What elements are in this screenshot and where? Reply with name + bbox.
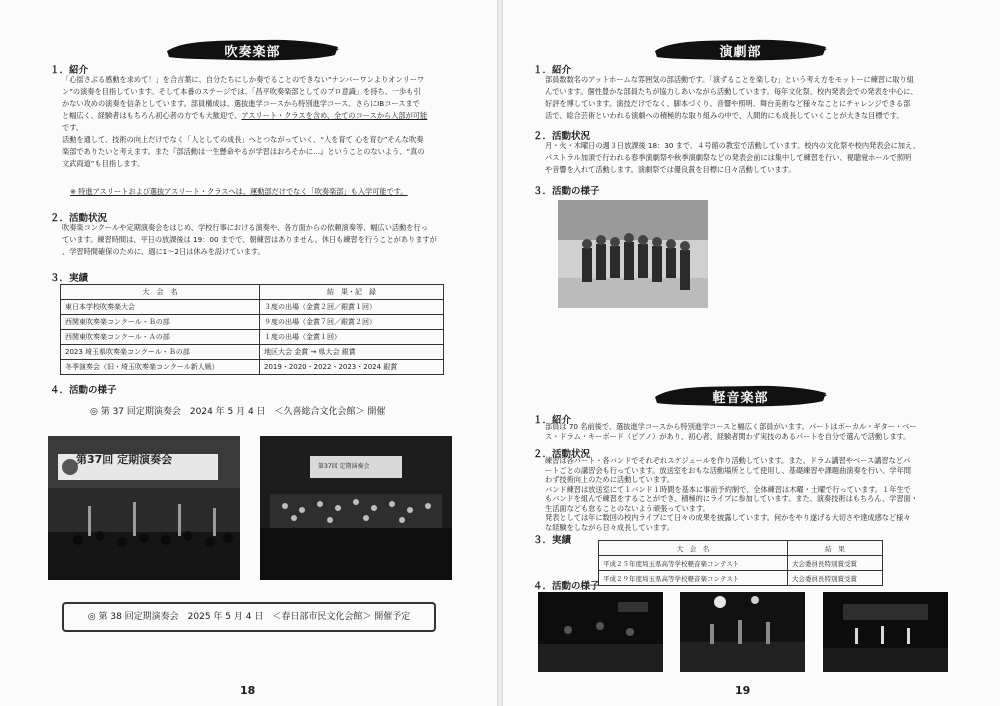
text-line: 発表としては年に数回の校内ライブにて日々の成果を披露しています。何かをやり遂げる大切さや達成感など様々 [545,513,911,522]
column-header: 結 果・記 録 [260,285,444,300]
results-table [60,284,444,375]
group-photo-graphic [558,200,708,308]
table-cell: 地区大会 金賞 → 県大会 銀賞 [260,345,444,360]
text-line: 活で、総合芸術といわれる演劇への積極的な取り組みの中で、人間的にも成長していくことが大きな目標です。 [545,111,904,120]
heading-photos: ４．活動の様子 [50,385,117,396]
photo-sign-text: 第37回 定期演奏会 [318,463,370,470]
table-cell: 大会委員長特別賞受賞 [788,556,883,571]
live-photo-graphic [680,592,805,672]
light-music-results-table [598,540,883,586]
table-row [599,556,883,571]
table-cell: 大会委員長特別賞受賞 [788,571,883,586]
column-header: 結 果 [788,541,883,556]
text-line: 「心揺さぶる感動を求めて！」を合言葉に、自分たちにしか奏でることのできない“ナンバーワンよりオンリーワ [62,75,425,84]
live-photo-graphic [538,592,663,672]
text-line: んでいます。個性豊かな部員たちが協力しあいながら活動しています。毎年文化祭、校内発表会での発表を中心に、 [545,87,918,96]
table-cell: 2019・2020・2022・2023・2024 銀賞 [260,360,444,375]
text-line: な経験をしながら日々成長しています。 [545,522,674,532]
text-line: わず技術向上のために活動しています。 [545,475,674,484]
column-header: 大 会 名 [599,541,788,556]
table-cell: 西関東吹奏楽コンクール・Ａの部 [61,330,260,345]
table-cell: 東日本学校吹奏楽大会 [61,300,260,315]
table-row [61,300,444,315]
text-line: 部員は 70 名前後で、選抜進学コースから特別進学コースと幅広く部員がいます。パートはボーカル・ギター・ベー [545,422,917,431]
section-banner-drama [653,35,828,65]
table-row [599,571,883,586]
heading-intro: １．紹介 [50,65,89,76]
banner-title: 軽音楽部 [712,391,769,406]
section-banner-light-music [653,381,828,411]
light-music-activity-text [545,456,955,532]
table-cell: 平成２５年度埼玉県高等学校軽音楽コンテスト [599,556,788,571]
stage-photo-graphic [260,436,452,580]
page-18 [0,0,497,706]
text-line: ています。練習時間は、平日の放課後は 19：00 までで、朝練習はありません。休日も練習を行うことがありますが [62,235,437,244]
intro-text [62,74,462,170]
drama-intro-text [545,74,955,122]
table-row [61,315,444,330]
heading-intro: １．紹介 [533,415,572,426]
banner-title: 演劇部 [719,45,762,60]
concert-photo-1 [48,436,240,580]
text-line: ス・ドラム・キーボード（ピアノ）があり、初心者、経験者関わず実技のあるパートを自分で選んで活動します。 [545,432,911,441]
section-banner-brass [165,35,340,65]
text-line: 練習は各パート・各バンドでそれぞれスケジュールを作り活動しています。また、ドラム講習やベース講習などパ [545,456,911,465]
table-cell: 西関東吹奏楽コンクール・Ｂの部 [61,315,260,330]
text-line: 、学習時間確保のために、週に1〜2日は休みを設けています。 [62,247,265,256]
text-line: かない攻めの演奏を信条としています。部員構成は、選抜進学コースから特別進学コース、さらにIBコースまで [62,99,420,108]
table-header-row [61,285,444,300]
light-music-intro-text [545,422,955,442]
heading-results: ３．実績 [50,273,89,284]
text-line: です。 [62,123,83,132]
heading-results: ３．実績 [533,535,572,546]
drama-activity-text [545,140,955,176]
underlined-text: アスリート・クラスを含め、全てのコースから入部が可能 [241,111,428,120]
table-cell: １度の出場（金賞１回） [260,330,444,345]
heading-activity: ２．活動状況 [533,131,591,142]
page-number: 18 [240,684,256,697]
table-header-row [599,541,883,556]
note-text: ※ 特進アスリートおよび選抜アスリート・クラスへは、運動部だけでなく「吹奏楽部」も入学可能です。 [70,187,408,196]
photo-sign-text: 第37回 定期演奏会 [76,453,173,466]
text-line: 活動を通して、技術の向上だけでなく「人としての成長」へとつながっていく、“人を育て 心を育む”そんな吹奏 [62,135,424,144]
banner-title: 吹奏楽部 [224,45,281,60]
concert-photo-2 [260,436,452,580]
heading-activity: ２．活動状況 [50,213,108,224]
activity-text [62,222,462,258]
next-concert-box: ◎ 第 38 回定期演奏会 2025 年 5 月 4 日 ＜春日部市民文化会館＞ 開催予定 [62,602,436,632]
table-cell: ３度の出場（金賞２回／銀賞１回） [260,300,444,315]
text-line: バンド練習は放送室にて１バンド１時間を基本に事前予約制で、全体練習は木曜・土曜で行っています。１年生で [545,484,911,494]
live-photo-1 [538,592,663,672]
text-line [62,110,462,122]
text-span: と幅広く、経験者はもちろん初心者の方でも大歓迎で、 [62,111,242,120]
text-line: 文武両道”も目指します。 [62,159,145,168]
concert-caption: ◎ 第 37 回定期演奏会 2024 年 5 月 4 日 ＜久喜総合文化会館＞ 開催 [90,407,386,417]
text-line: パストラル加須で行われる春季演劇祭や秋季演劇祭などの発表会前には集中して練習を行い、視聴覚ホールで照明 [545,153,912,162]
text-line: 生活面なども怠ることのないよう頑張っています。 [545,503,710,513]
text-line: ートごとの講習会も行っています。放送室をおもな活動場所として使用し、基礎練習や課題曲演奏を行い、学年問 [545,465,911,475]
table-cell: 冬季演奏会（旧・埼玉吹奏楽コンクール新人戦） [61,360,260,375]
live-photo-2 [680,592,805,672]
page-number: 19 [735,684,751,697]
table-row [61,330,444,345]
table-cell: ９度の出場（金賞７回／銀賞２回） [260,315,444,330]
table-row [61,360,444,375]
page-19 [503,0,1000,706]
text-line: 楽部でありたいと考えます。また『部活動は一生懸命やるが学習はおろそかに…』ということのないよう、“真の [62,147,425,156]
heading-photos: ４．活動の様子 [533,581,600,592]
text-line: 月・火・木曜日の週３日放課後 18：30 まで、４号館の教室で活動しています。校内の文化祭や校内発表会に加え、 [545,141,920,150]
live-photo-3 [823,592,948,672]
text-line: もバンドを組んで練習をすることができ、積極的にライブに参加しています。また、演奏技術はもちろん、学習面・ [545,494,918,503]
text-line: 部員数数名のアットホームな雰囲気の部活動です。「演ずることを楽しむ」という考え方をモットーに練習に取り組 [545,75,914,84]
column-header: 大 会 名 [61,285,260,300]
table-row [61,345,444,360]
heading-activity: ２．活動状況 [533,449,591,460]
heading-photos: ３．活動の様子 [533,186,600,197]
drama-photo [558,200,708,308]
text-line: や音響を入れて活動します。演劇祭では優良賞を目標に日々活動しています。 [545,165,796,174]
text-line: ン”の演奏を目指しています。そして本番のステージでは、「昌平吹奏楽部としてのプロ意識」を持ち、一歩も引 [62,87,421,96]
text-line: 吹奏楽コンクールや定期演奏会をはじめ、学校行事における演奏や、各方面からの依頼演奏等、幅広い活動を行っ [62,223,428,232]
text-line: 好評を博しています。演技だけでなく、脚本づくり、音響や照明、舞台美術など様々なことにチャレンジできる部 [545,99,911,108]
table-cell: 平成２９年度埼玉県高等学校軽音楽コンテスト [599,571,788,586]
live-photo-graphic [823,592,948,672]
heading-intro: １．紹介 [533,65,572,76]
table-cell: 2023 埼玉県吹奏楽コンクール・Ｂの部 [61,345,260,360]
